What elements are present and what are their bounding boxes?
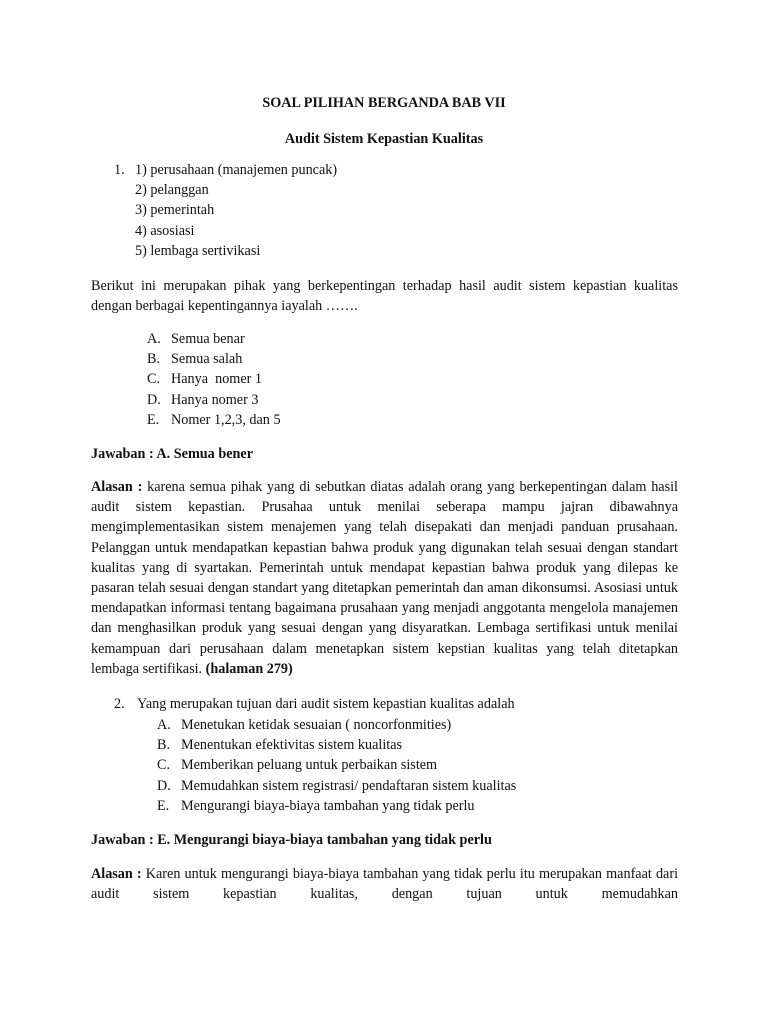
option-letter: E. bbox=[147, 411, 160, 428]
option-a bbox=[147, 329, 281, 349]
statement-item: 2) pelanggan bbox=[135, 182, 209, 199]
statement-item: 5) lembaga sertivikasi bbox=[135, 242, 261, 259]
option-text: Hanya nomer 1 bbox=[171, 371, 263, 388]
statement-item: 4) asosiasi bbox=[135, 222, 195, 239]
question-2-text: Yang merupakan tujuan dari audit sistem kepastian kualitas adalah bbox=[137, 696, 515, 712]
question-1-options bbox=[147, 329, 281, 430]
reason-page-reference: (halaman 279) bbox=[205, 660, 293, 677]
option-d bbox=[147, 390, 281, 410]
option-text: Menetukan ketidak sesuaian ( noncorfonmities) bbox=[181, 717, 452, 733]
option-letter: C. bbox=[157, 757, 171, 774]
option-letter: C. bbox=[147, 371, 161, 388]
statement-item: 1) perusahaan (manajemen puncak) bbox=[135, 162, 338, 178]
option-text: Hanya nomer 3 bbox=[171, 391, 259, 408]
question-1-text: Berikut ini merupakan pihak yang berkepentingan terhadap hasil audit sistem kepastian kualitas dengan berbagai kepentingannya iayalah ……. bbox=[91, 278, 678, 315]
question-2-options bbox=[157, 715, 516, 816]
option-e bbox=[157, 796, 516, 816]
option-text: Menentukan efektivitas sistem kualitas bbox=[181, 737, 403, 754]
option-letter: D. bbox=[147, 391, 161, 408]
reason-label: Alasan : bbox=[91, 866, 142, 882]
reason-text: Karen untuk mengurangi biaya-biaya tambahan yang tidak perlu itu merupakan manfaat dari audit sistem kepastian kualitas, dengan tujuan untuk memudahkan bbox=[91, 866, 679, 903]
question-2-reason bbox=[91, 864, 678, 904]
option-letter: E. bbox=[157, 797, 170, 814]
option-letter: B. bbox=[157, 737, 171, 754]
reason-text: karena semua pihak yang di sebutkan diatas adalah orang yang berkepentingan dalam hasil audit sistem kepastian. Prusahaa untuk menilai seberapa mampu jajran dibawahnya mengimplementasikan sistem menajemen yang telah disepakati dan menjadi panduan prusahaan. Pelanggan untuk mendapatkan kepastian bahwa produk yang digunakan telah sesuai dengan standart kualitas yang di syartakan. Pemerintah untuk mendapat kepastian bahwa produk yang dilepas ke pasaran telah sesuai dengan standart yang ditetapkan pemerintah dan aman dikonsumsi. Asosiasi untuk mendapatkan informasi tentang bagaimana prusahaan yang menjadi anggotanta mengelola manajemen dan menghasilkan produk yang sesuai dengan yang disyaratkan. Lembaga sertifikasi untuk menilai kemampuan dari perusahaan dalam menetapkan sistem kepstian kualitas yang telah ditetapkan lembaga sertifikasi. bbox=[91, 479, 679, 677]
option-text: Semua benar bbox=[171, 331, 245, 347]
option-text: Nomer 1,2,3, dan 5 bbox=[171, 411, 281, 428]
option-letter: A. bbox=[157, 717, 171, 733]
page-subtitle: Audit Sistem Kepastian Kualitas bbox=[284, 131, 484, 147]
option-text: Memudahkan sistem registrasi/ pendaftaran sistem kualitas bbox=[181, 777, 517, 794]
reason-label: Alasan : bbox=[91, 479, 143, 495]
option-c bbox=[147, 369, 281, 389]
question-1-reason bbox=[91, 477, 678, 679]
option-letter: B. bbox=[147, 351, 161, 368]
option-letter: A. bbox=[147, 331, 161, 347]
question-1-answer: Jawaban : A. Semua bener bbox=[91, 446, 253, 462]
question-2-number: 2. bbox=[114, 696, 125, 712]
statement-item: 3) pemerintah bbox=[135, 202, 215, 219]
option-text: Mengurangi biaya-biaya tambahan yang tidak perlu bbox=[181, 797, 475, 814]
option-b bbox=[157, 735, 516, 755]
option-text: Semua salah bbox=[171, 351, 243, 368]
question-1-statements bbox=[135, 160, 337, 261]
option-c bbox=[157, 755, 516, 775]
option-e bbox=[147, 410, 281, 430]
option-a bbox=[157, 715, 516, 735]
option-d bbox=[157, 776, 516, 796]
option-text: Memberikan peluang untuk perbaikan sistem bbox=[181, 757, 438, 774]
question-2-answer: Jawaban : E. Mengurangi biaya-biaya tambahan yang tidak perlu bbox=[91, 832, 492, 848]
option-b bbox=[147, 349, 281, 369]
option-letter: D. bbox=[157, 777, 171, 794]
question-1-number: 1. bbox=[114, 162, 125, 178]
page-title: SOAL PILIHAN BERGANDA BAB VII bbox=[262, 95, 506, 111]
